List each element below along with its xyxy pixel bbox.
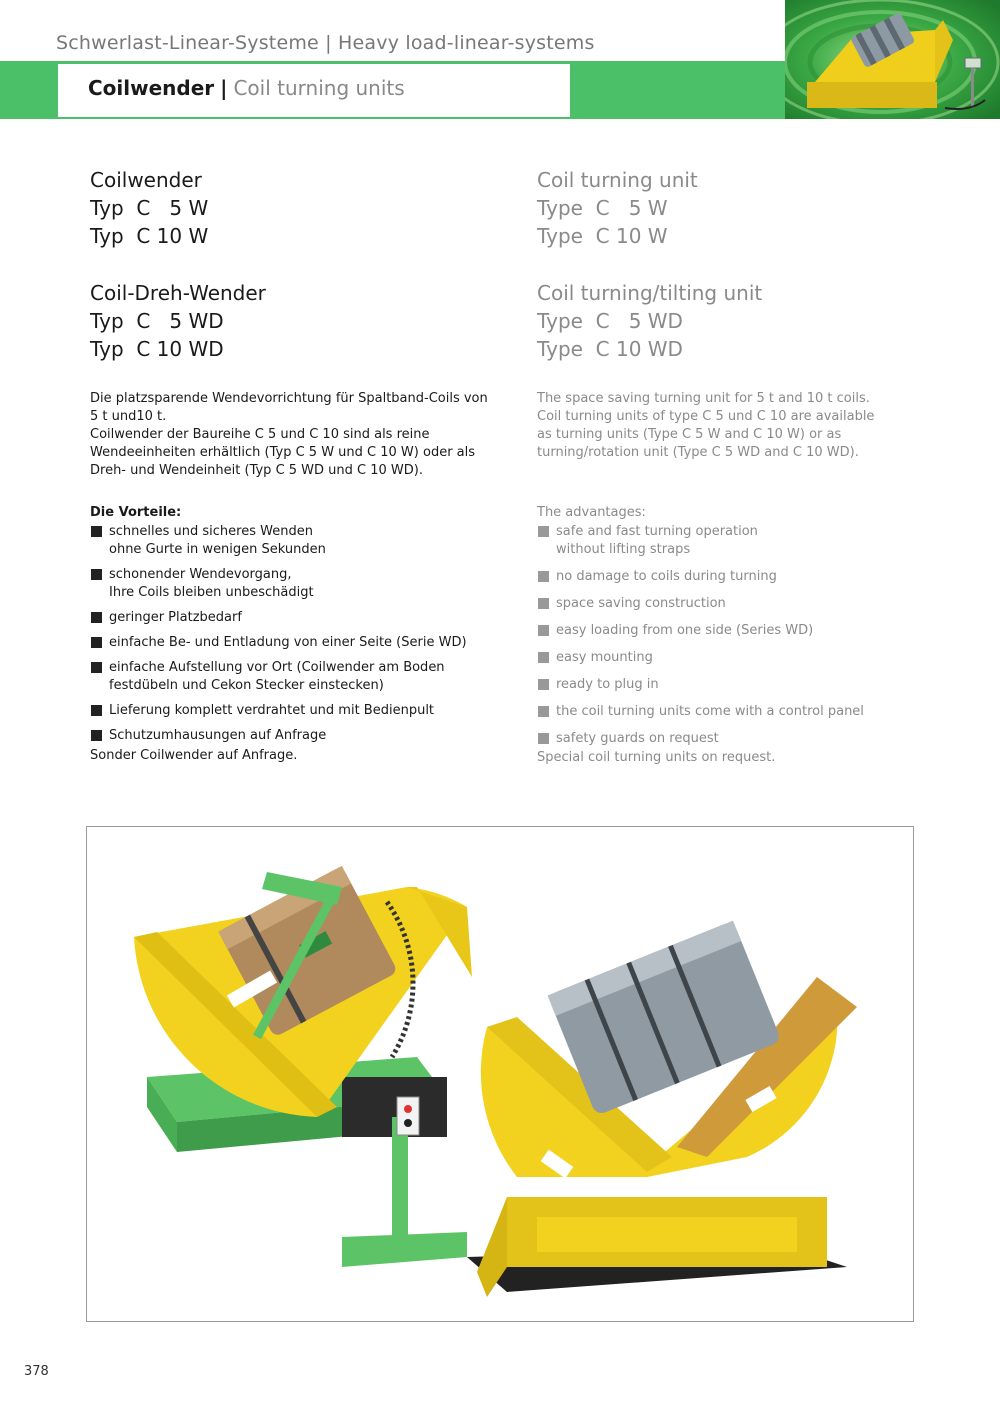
english-intro xyxy=(537,390,957,462)
advantage-item: einfache Be- und Entladung von einer Seite (Serie WD) xyxy=(90,634,510,652)
square-bullet-icon xyxy=(538,598,549,609)
english-models-tilting xyxy=(537,279,957,363)
model-heading: Coilwender xyxy=(90,168,202,192)
square-bullet-icon xyxy=(538,526,549,537)
intro-line: Die platzsparende Wendevorrichtung für Spaltband-Coils von xyxy=(90,391,488,406)
intro-line: as turning units (Type C 5 W and C 10 W) or as xyxy=(537,427,842,442)
german-models-coilwender xyxy=(90,166,510,250)
page-number: 378 xyxy=(24,1364,49,1379)
model-type: Type C 10 W xyxy=(537,224,668,248)
intro-line: The space saving turning unit for 5 t and 10 t coils. xyxy=(537,391,870,406)
square-bullet-icon xyxy=(91,662,102,673)
english-advantages-title: The advantages: xyxy=(537,505,646,520)
square-bullet-icon xyxy=(538,706,549,717)
coil-turner-wd-illustration xyxy=(467,921,857,1297)
model-type: Typ C 5 W xyxy=(90,196,209,220)
english-column xyxy=(537,166,957,767)
square-bullet-icon xyxy=(538,652,549,663)
german-special-note: Sonder Coilwender auf Anfrage. xyxy=(90,748,298,763)
german-advantages-list xyxy=(90,523,510,745)
intro-line: Coilwender der Baureihe C 5 und C 10 sind als reine xyxy=(90,427,430,442)
model-type: Type C 5 WD xyxy=(537,309,683,333)
german-advantages-title: Die Vorteile: xyxy=(90,505,182,520)
intro-line: Dreh- und Wendeinheit (Typ C 5 WD und C 10 WD). xyxy=(90,463,423,478)
advantage-item: schonender Wendevorgang, Ihre Coils bleiben unbeschädigt xyxy=(90,566,510,602)
square-bullet-icon xyxy=(91,612,102,623)
product-photo xyxy=(86,826,914,1322)
advantage-item: safe and fast turning operation without lifting straps xyxy=(537,523,957,559)
german-column xyxy=(90,166,510,765)
english-models-turning xyxy=(537,166,957,250)
intro-line: 5 t und10 t. xyxy=(90,409,167,424)
intro-line: Wendeeinheiten erhältlich (Typ C 5 W und C 10 W) oder als xyxy=(90,445,476,460)
model-type: Type C 10 WD xyxy=(537,337,683,361)
advantage-item: schnelles und sicheres Wenden ohne Gurte in wenigen Sekunden xyxy=(90,523,510,559)
square-bullet-icon xyxy=(91,705,102,716)
german-intro xyxy=(90,390,510,480)
model-heading: Coil turning/tilting unit xyxy=(537,281,763,305)
square-bullet-icon xyxy=(538,679,549,690)
english-advantages-list xyxy=(537,523,957,748)
advantage-item: ready to plug in xyxy=(537,676,957,694)
square-bullet-icon xyxy=(538,733,549,744)
square-bullet-icon xyxy=(91,637,102,648)
intro-line: turning/rotation unit (Type C 5 WD and C 10 WD). xyxy=(537,445,859,460)
advantage-item: geringer Platzbedarf xyxy=(90,609,510,627)
advantage-item: no damage to coils during turning xyxy=(537,568,957,586)
english-special-note: Special coil turning units on request. xyxy=(537,750,776,765)
model-type: Typ C 10 WD xyxy=(90,337,224,361)
square-bullet-icon xyxy=(538,625,549,636)
model-heading: Coil-Dreh-Wender xyxy=(90,281,266,305)
model-heading: Coil turning unit xyxy=(537,168,698,192)
model-type: Type C 5 W xyxy=(537,196,668,220)
intro-line: Coil turning units of type C 5 und C 10 are available xyxy=(537,409,875,424)
advantage-item: the coil turning units come with a control panel xyxy=(537,703,957,721)
advantage-item: space saving construction xyxy=(537,595,957,613)
advantage-item: easy loading from one side (Series WD) xyxy=(537,622,957,640)
coil-turner-w-illustration xyxy=(134,866,472,1267)
square-bullet-icon xyxy=(91,569,102,580)
section-title-en: Coil turning units xyxy=(233,76,405,100)
section-title-de: Coilwender xyxy=(88,76,215,100)
header-photo xyxy=(785,0,1000,119)
section-title xyxy=(88,76,405,100)
square-bullet-icon xyxy=(91,730,102,741)
advantage-item: Lieferung komplett verdrahtet und mit Bedienpult xyxy=(90,702,510,720)
advantage-item: Schutzumhausungen auf Anfrage xyxy=(90,727,510,745)
model-type: Typ C 5 WD xyxy=(90,309,224,333)
model-type: Typ C 10 W xyxy=(90,224,209,248)
advantage-item: safety guards on request xyxy=(537,730,957,748)
series-title: Schwerlast-Linear-Systeme | Heavy load-linear-systems xyxy=(56,32,595,54)
square-bullet-icon xyxy=(538,571,549,582)
advantage-item: easy mounting xyxy=(537,649,957,667)
german-models-dreh-wender xyxy=(90,279,510,363)
square-bullet-icon xyxy=(91,526,102,537)
advantage-item: einfache Aufstellung vor Ort (Coilwender am Boden festdübeln und Cekon Stecker einstecken) xyxy=(90,659,510,695)
section-title-separator: | xyxy=(220,76,228,100)
